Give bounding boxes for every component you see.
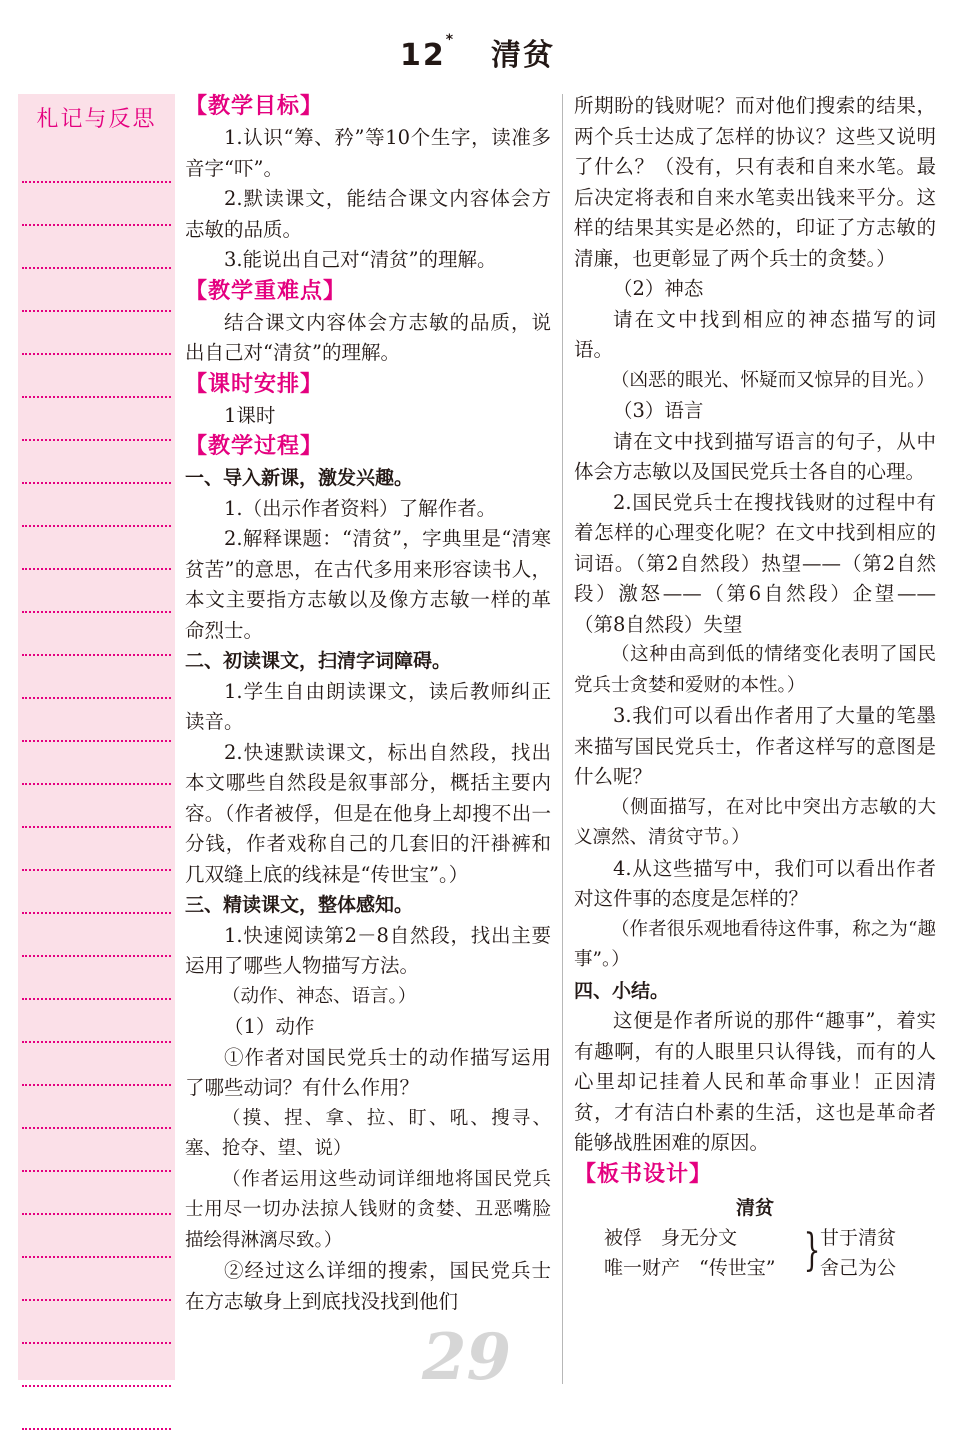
question-continued: ②经过这么详细的搜索，国民党兵士在方志敏身上到底找没找到他们 xyxy=(185,1259,551,1313)
paragraph: 1.（出示作者资料）了解作者。 xyxy=(224,496,497,520)
goal-item: 2.默读课文，能结合课文内容体会方志敏的品质。 xyxy=(185,187,551,241)
paragraph: 3.我们可以看出作者用了大量的笔墨来描写国民党兵士，作者这样写的意图是什么呢？ xyxy=(574,704,936,788)
question: ①作者对国民党兵士的动作描写运用了哪些动词？有什么作用？ xyxy=(185,1045,551,1099)
board-row: 唯一财产 “传世宝” xyxy=(604,1256,776,1279)
paragraph: 2.国民党兵士在搜找钱财的过程中有着怎样的心理变化呢？在文中找到相应的词语。（第2自然段）热望——（第2自然段）激怒——（第6自然段）企望——（第8自然段）失望 xyxy=(574,490,936,636)
board-title: 清贫 xyxy=(735,1196,774,1219)
sidebar-dotted-line xyxy=(22,525,171,527)
lesson-number: 12 xyxy=(399,38,446,73)
page-title xyxy=(0,30,955,74)
board-summary: 舍己为公 xyxy=(820,1256,897,1279)
answer: （动作、神态、语言。） xyxy=(222,985,417,1007)
answer: （作者运用这些动词详细地将国民党兵士用尽一切办法掠人钱财的贪婪、丑恶嘴脸描绘得淋漓尽致。） xyxy=(185,1168,551,1251)
sidebar-dotted-line xyxy=(22,310,171,312)
subheading: （3）语言 xyxy=(613,399,704,422)
answer: （摸、捏、拿、拉、盯、吼、搜寻、塞、抢夺、望、说） xyxy=(185,1107,551,1159)
answer: （作者很乐观地看待这件事，称之为“趣事”。） xyxy=(574,918,936,970)
goal-item: 3.能说出自己对“清贫”的理解。 xyxy=(224,248,497,271)
left-column xyxy=(185,91,551,1317)
paragraph: 1.学生自由朗读课文，读后教师纠正读音。 xyxy=(185,679,551,733)
question: 请在文中找到描写语言的句子，从中体会方志敏以及国民党兵士各自的心理。 xyxy=(574,429,936,483)
sidebar-dotted-line xyxy=(22,439,171,441)
board-heading: 【板书设计】 xyxy=(574,1161,713,1187)
sidebar-dotted-line xyxy=(22,955,171,957)
paragraph: 4.从这些描写中，我们可以看出作者对这件事的态度是怎样的？ xyxy=(574,856,936,910)
column-divider xyxy=(562,94,563,1384)
sidebar-dotted-line xyxy=(22,654,171,656)
schedule-heading: 【课时安排】 xyxy=(185,371,324,397)
sidebar-dotted-line xyxy=(22,697,171,699)
sidebar-dotted-line xyxy=(22,998,171,1000)
brace-icon: } xyxy=(803,1224,821,1276)
sidebar-dotted-line xyxy=(22,568,171,570)
key-points-text: 结合课文内容体会方志敏的品质，说出自己对“清贫”的理解。 xyxy=(185,310,551,364)
sidebar-dotted-line xyxy=(22,396,171,398)
sidebar-dotted-line xyxy=(22,1385,171,1387)
sidebar-dotted-line xyxy=(22,783,171,785)
sidebar-dotted-line xyxy=(22,1041,171,1043)
sidebar-dotted-line xyxy=(22,267,171,269)
sidebar-dotted-line xyxy=(22,224,171,226)
paragraph: 这便是作者所说的那件“趣事”，着实有趣啊，有的人眼里只认得钱，而有的人心里却记挂着人民和革命事业！正因清贫，才有洁白朴素的生活，这也是革命者能够战胜困难的原因。 xyxy=(574,1009,936,1154)
answer: （凶恶的眼光、怀疑而又惊异的目光。） xyxy=(611,369,935,391)
part1-title: 一、导入新课，激发兴趣。 xyxy=(185,467,414,489)
sidebar-dotted-line xyxy=(22,912,171,914)
optional-lesson-star: * xyxy=(445,32,456,48)
page-number: 29 xyxy=(422,1320,512,1395)
part4-title: 四、小结。 xyxy=(574,979,670,1002)
goals-heading: 【教学目标】 xyxy=(185,94,324,119)
sidebar-dotted-line xyxy=(22,869,171,871)
sidebar-dotted-line xyxy=(22,740,171,742)
goal-item: 1.认识“筹、矜”等10个生字，读准多音字“吓”。 xyxy=(185,126,551,180)
sidebar-dotted-line xyxy=(22,1299,171,1301)
sidebar-dotted-line xyxy=(22,1170,171,1172)
sidebar-dotted-line xyxy=(22,353,171,355)
right-column xyxy=(574,91,936,1283)
sidebar-dotted-line xyxy=(22,1256,171,1258)
part3-title: 三、精读课文，整体感知。 xyxy=(185,894,414,916)
sidebar-dotted-line xyxy=(22,826,171,828)
subheading: （1）动作 xyxy=(224,1015,315,1038)
paragraph: 1.快速阅读第2－8自然段，找出主要运用了哪些人物描写方法。 xyxy=(185,923,551,977)
lesson-title: 清贫 xyxy=(491,38,556,73)
answer: （侧面描写，在对比中突出方志敏的大义凛然、清贫守节。） xyxy=(574,796,936,848)
sidebar-dotted-line xyxy=(22,1342,171,1344)
board-summary: 甘于清贫 xyxy=(820,1226,897,1249)
sidebar-dotted-line xyxy=(22,1213,171,1215)
sidebar-dotted-line xyxy=(22,1084,171,1086)
sidebar-dotted-line xyxy=(22,181,171,183)
sidebar-title: 札记与反思 xyxy=(36,107,157,132)
subheading: （2）神态 xyxy=(613,277,704,300)
key-points-heading: 【教学重难点】 xyxy=(185,278,347,304)
paragraph: 2.快速默读课文，标出自然段，找出本文哪些自然段是叙事部分，概括主要内容。（作者被俘，但是在他身上却搜不出一分钱，作者戏称自己的几套旧的汗褂裤和几双缝上底的线袜是“传世宝”。） xyxy=(185,740,551,886)
answer: （这种由高到低的情绪变化表明了国民党兵士贪婪和爱财的本性。） xyxy=(574,644,936,696)
board-row: 被俘 身无分文 xyxy=(604,1226,738,1249)
question: 请在文中找到相应的神态描写的词语。 xyxy=(574,307,936,361)
paragraph: 2.解释课题：“清贫”，字典里是“清寒贫苦”的意思，在古代多用来形容读书人，本文主要指方志敏以及像方志敏一样的革命烈士。 xyxy=(185,527,551,642)
board-design xyxy=(574,1191,936,1283)
sidebar-dotted-line xyxy=(22,1127,171,1129)
notes-sidebar xyxy=(18,94,175,1380)
schedule-text: 1课时 xyxy=(224,403,276,427)
sidebar-dotted-line xyxy=(22,482,171,484)
sidebar-dotted-line xyxy=(22,611,171,613)
process-heading: 【教学过程】 xyxy=(185,434,324,459)
part2-title: 二、初读课文，扫清字词障碍。 xyxy=(185,650,452,672)
question-continued: 所期盼的钱财呢？而对他们搜索的结果，两个兵士达成了怎样的协议？这些又说明了什么？（没有，只有表和自来水笔。最后决定将表和自来水笔卖出钱来平分。这样的结果其实是必然的，印证了方志敏的清廉，也更彰显了两个兵士的贪婪。） xyxy=(574,94,936,270)
